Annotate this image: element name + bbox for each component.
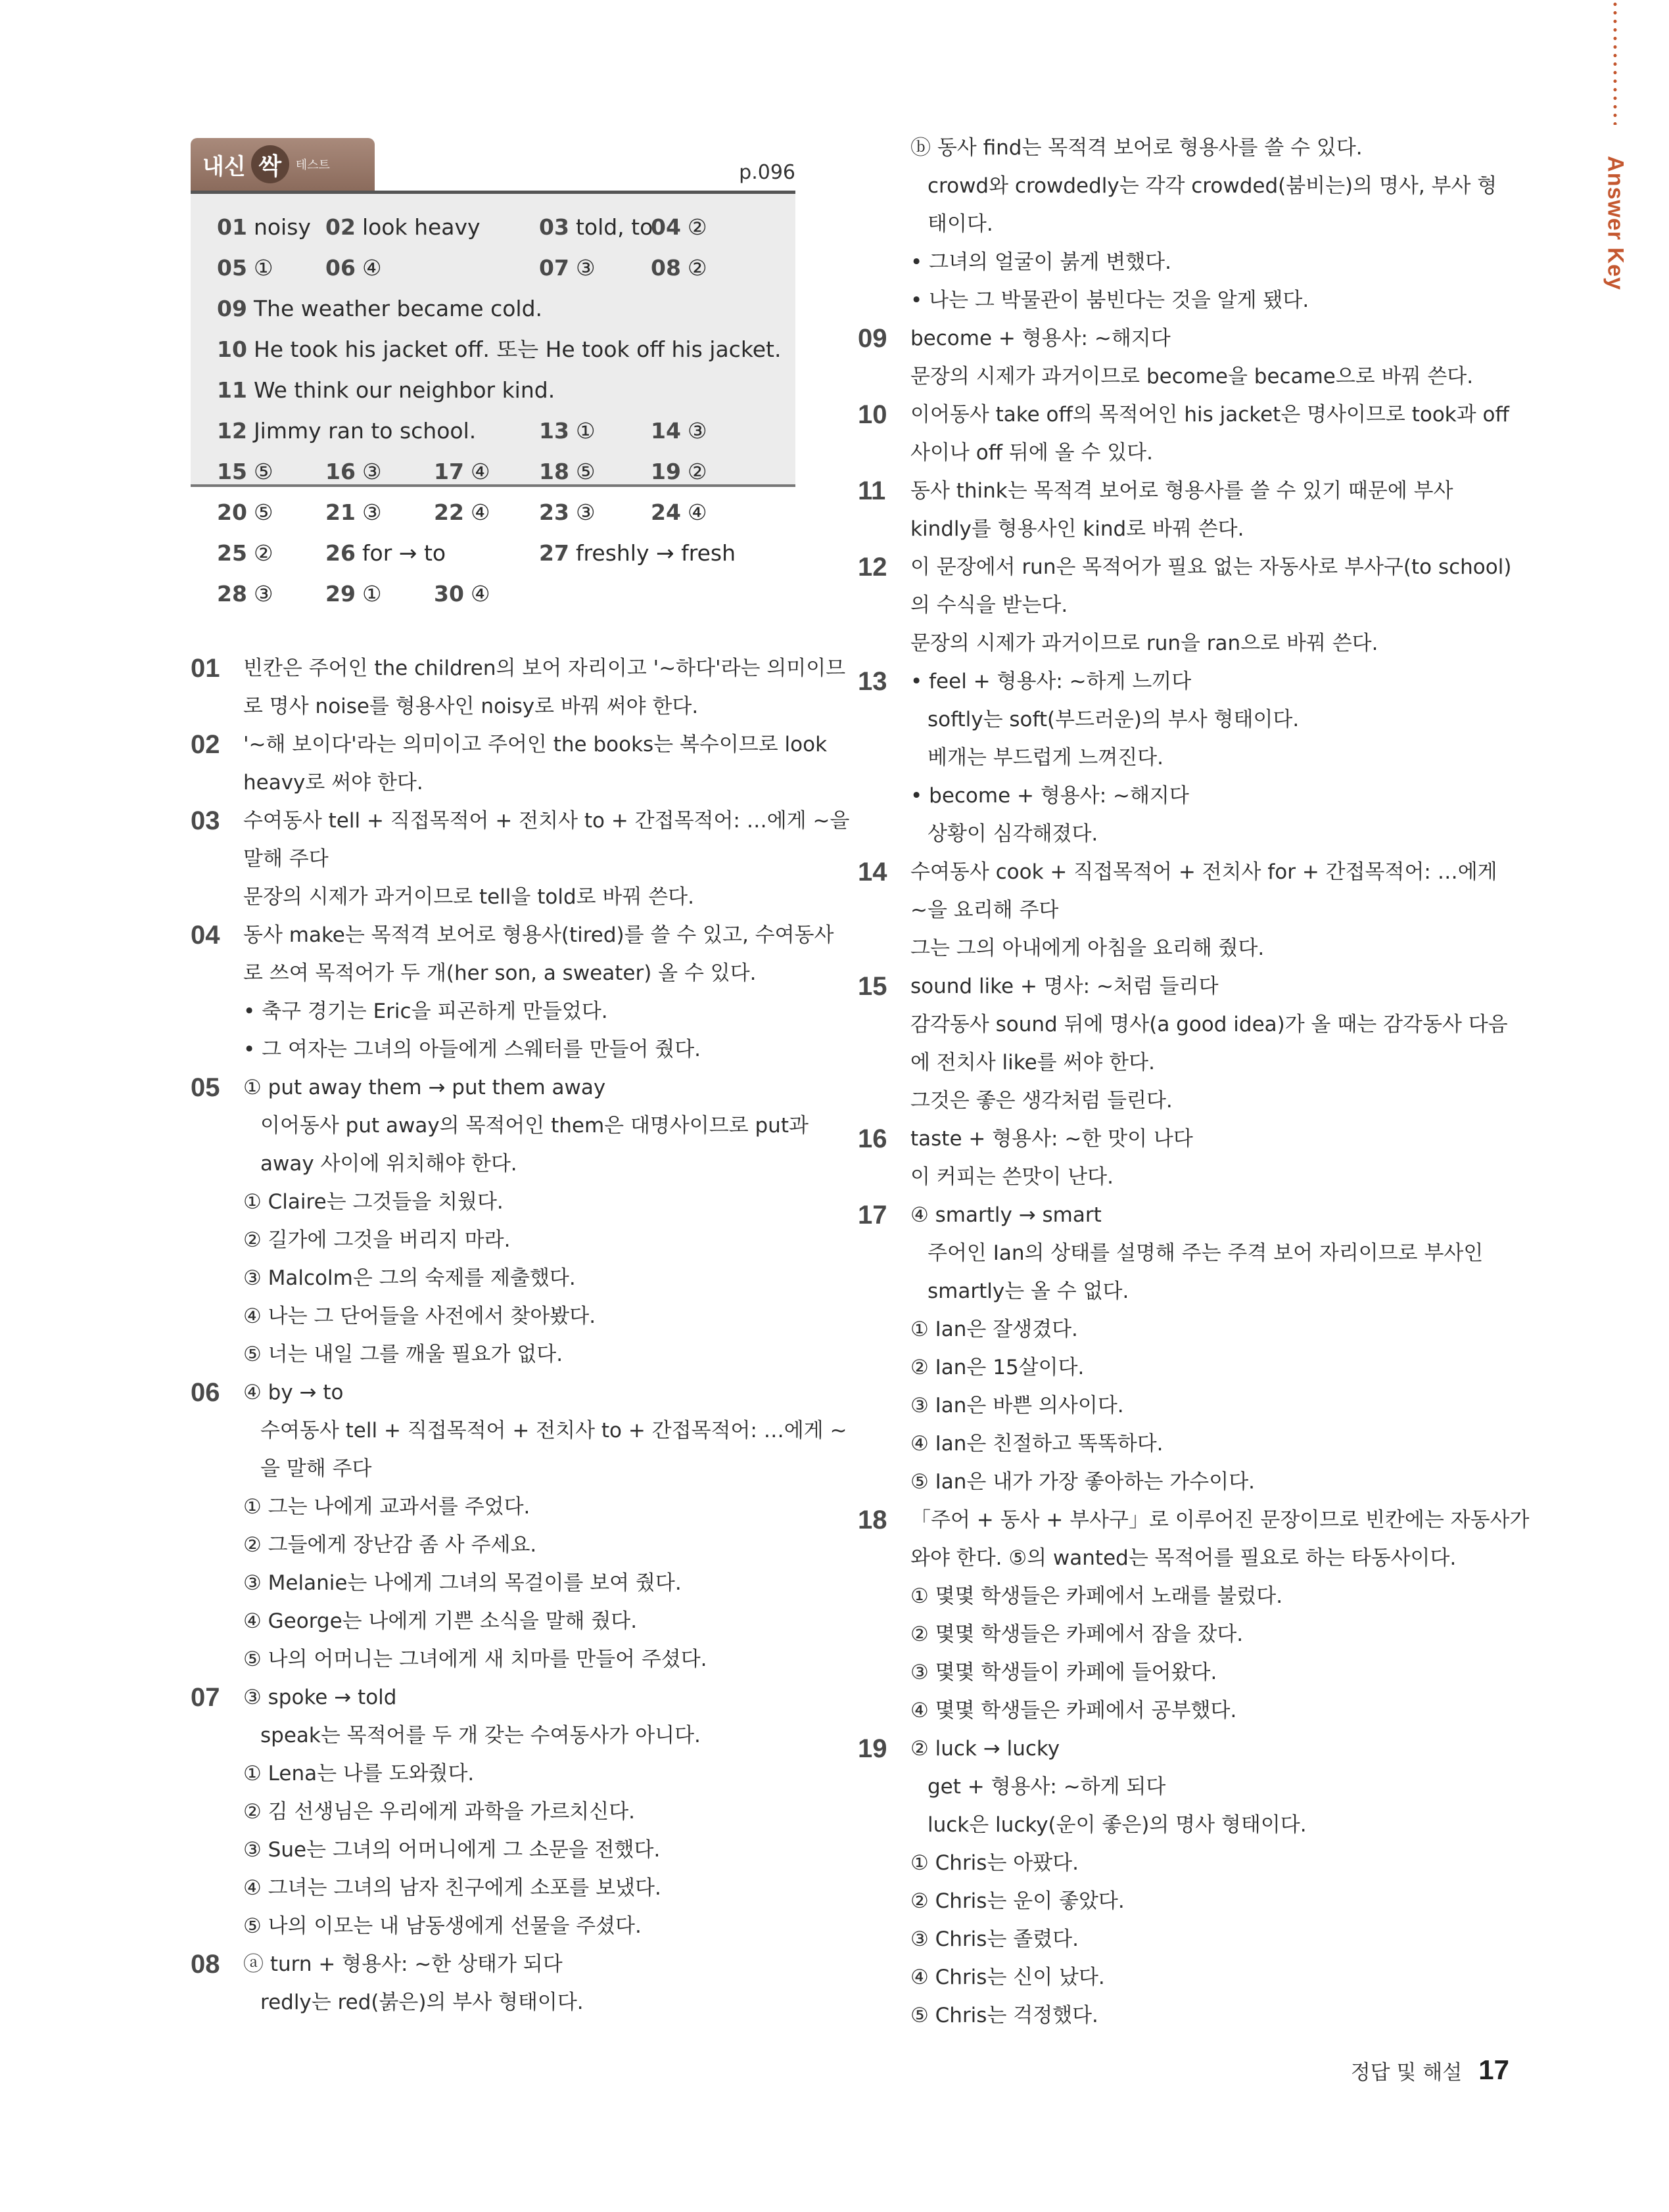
- answer-value: ②: [253, 540, 273, 566]
- explanation-line: ② 김 선생님은 우리에게 과학을 가르치신다.: [243, 1800, 635, 1824]
- explanation-line: • 그 여자는 그녀의 아들에게 스웨터를 만들어 줬다.: [243, 1038, 701, 1061]
- answer-value: look heavy: [362, 214, 481, 240]
- answer-item: [217, 207, 311, 248]
- explanation-line: kindly를 형용사인 kind로 바꿔 쓴다.: [910, 517, 1244, 541]
- answer-item: [539, 451, 596, 492]
- explanation-line: ⑤ 나의 이모는 내 남동생에게 선물을 주셨다.: [243, 1914, 642, 1938]
- explanation-line: 을 말해 주다: [260, 1457, 372, 1481]
- answer-number: 24: [651, 499, 681, 525]
- explanation-item: [858, 319, 1474, 396]
- explanation-line: ④ 몇몇 학생들은 카페에서 공부했다.: [910, 1699, 1237, 1722]
- explanation-body: [243, 802, 850, 916]
- explanation-body: [243, 1373, 847, 1678]
- answer-value: We think our neighbor kind.: [253, 377, 555, 403]
- page-footer: [1351, 2054, 1509, 2086]
- explanation-item: [191, 802, 850, 916]
- answer-row: [217, 533, 795, 574]
- explanation-number: 07: [191, 1683, 220, 1712]
- answer-value: ③: [362, 499, 382, 525]
- explanation-body: [910, 1730, 1469, 2035]
- answer-item: [325, 207, 481, 248]
- explanation-line: ③ Malcolm은 그의 숙제를 제출했다.: [243, 1266, 576, 1290]
- explanation-number: 09: [858, 324, 887, 353]
- badge-circle-text: 싹: [251, 145, 289, 183]
- answer-value: The weather became cold.: [253, 296, 543, 321]
- answer-row: [217, 288, 795, 329]
- answer-summary-box: [191, 138, 795, 607]
- explanation-item: [191, 649, 846, 726]
- answer-item: [539, 533, 736, 574]
- answer-number: 21: [325, 499, 356, 525]
- page-number: 17: [1478, 2054, 1509, 2085]
- explanation-line: heavy로 써야 한다.: [243, 771, 423, 795]
- explanation-number: 13: [858, 667, 887, 696]
- answer-row: [217, 248, 795, 288]
- answer-value: ①: [575, 418, 596, 444]
- explanation-line: ④ Ian은 친절하고 똑똑하다.: [910, 1432, 1164, 1456]
- explanation-body: [910, 967, 1508, 1120]
- explanation-line: redly는 red(붉은)의 부사 형태이다.: [260, 1991, 584, 2014]
- explanation-line: ② 길가에 그것을 버리지 마라.: [243, 1228, 511, 1252]
- explanation-line: ⓐ turn + 형용사: ~한 상태가 되다: [243, 1952, 563, 1976]
- explanation-line: ② Chris는 운이 좋았다.: [910, 1889, 1125, 1913]
- explanation-body: [243, 649, 846, 726]
- explanation-item: [858, 853, 1497, 967]
- answer-number: 11: [217, 377, 247, 403]
- answer-number: 05: [217, 255, 247, 281]
- explanation-line: 그것은 좋은 생각처럼 들린다.: [910, 1089, 1173, 1113]
- answer-item: [217, 492, 273, 533]
- explanation-line: 태이다.: [928, 212, 993, 236]
- explanation-line: ⓑ 동사 find는 목적격 보어로 형용사를 쓸 수 있다.: [910, 136, 1363, 160]
- explanation-line: 로 쓰여 목적어가 두 개(her son, a sweater) 올 수 있다.: [243, 961, 757, 985]
- answer-row: [217, 411, 795, 451]
- explanation-line: ③ 몇몇 학생들이 카페에 들어왔다.: [910, 1661, 1217, 1684]
- explanation-number: 19: [858, 1734, 887, 1763]
- explanation-line: speak는 목적어를 두 개 갖는 수여동사가 아니다.: [260, 1724, 701, 1747]
- explanation-line: 동사 think는 목적격 보어로 형용사를 쓸 수 있기 때문에 부사: [910, 479, 1453, 503]
- explanation-line: • become + 형용사: ~해지다: [910, 784, 1189, 808]
- answer-item: [217, 574, 273, 614]
- answer-item: [217, 329, 782, 370]
- explanation-line: smartly는 올 수 없다.: [928, 1279, 1129, 1303]
- answer-number: 20: [217, 499, 247, 525]
- answer-item: [651, 451, 707, 492]
- explanation-line: 이 문장에서 run은 목적어가 필요 없는 자동사로 부사구(to school): [910, 555, 1512, 579]
- explanation-number: 08: [191, 1950, 220, 1979]
- answer-item: [217, 411, 476, 451]
- explanation-line: ① put away them → put them away: [243, 1076, 606, 1099]
- explanation-body: [910, 1501, 1530, 1730]
- answer-value: ⑤: [575, 459, 596, 484]
- answer-value: ①: [362, 581, 382, 607]
- answer-number: 19: [651, 459, 681, 484]
- explanation-line: ⑤ Chris는 걱정했다.: [910, 2004, 1098, 2027]
- explanation-line: ④ smartly → smart: [910, 1203, 1102, 1227]
- answer-number: 13: [539, 418, 569, 444]
- answer-value: noisy: [253, 214, 311, 240]
- explanation-body: [910, 1120, 1469, 1196]
- explanation-line: ④ 나는 그 단어들을 사전에서 찾아봤다.: [243, 1304, 596, 1328]
- answer-number: 15: [217, 459, 247, 484]
- explanation-line: 와야 한다. ⑤의 wanted는 목적어를 필요로 하는 타동사이다.: [910, 1546, 1457, 1570]
- explanation-line: ⑤ 너는 내일 그를 깨울 필요가 없다.: [243, 1343, 563, 1366]
- answer-number: 02: [325, 214, 356, 240]
- answer-row: [217, 329, 795, 370]
- explanation-line: crowd와 crowdedly는 각각 crowded(붐비는)의 명사, 부사 형: [928, 174, 1497, 198]
- explanation-line: ③ Melanie는 나에게 그녀의 목걸이를 보여 줬다.: [243, 1571, 682, 1595]
- explanation-line: ① Lena는 나를 도와줬다.: [243, 1762, 475, 1786]
- answer-item: [325, 533, 446, 574]
- explanation-line: 이어동사 put away의 목적어인 them은 대명사이므로 put과: [260, 1114, 809, 1138]
- explanation-line: 그는 그의 아내에게 아침을 요리해 줬다.: [910, 936, 1265, 960]
- answer-item: [539, 248, 596, 288]
- explanation-item: [858, 967, 1508, 1120]
- explanation-line: 사이나 off 뒤에 올 수 있다.: [910, 441, 1153, 465]
- answer-item: [539, 492, 596, 533]
- answer-number: 22: [434, 499, 464, 525]
- explanation-line: 베개는 부드럽게 느껴진다.: [928, 746, 1164, 770]
- answer-value: ③: [575, 255, 596, 281]
- explanation-line: ② Ian은 15살이다.: [910, 1356, 1085, 1379]
- explanation-item: [858, 129, 1497, 319]
- explanation-item: [858, 1501, 1530, 1730]
- explanation-number: 02: [191, 730, 220, 759]
- explanation-item: [858, 548, 1512, 662]
- footer-label: 정답 및 해설: [1350, 2060, 1463, 2085]
- answer-item: [217, 370, 555, 411]
- answer-number: 10: [217, 336, 247, 362]
- answer-number: 03: [539, 214, 569, 240]
- answer-value: ④: [687, 499, 707, 525]
- explanation-number: 17: [858, 1201, 887, 1230]
- explanation-line: sound like + 명사: ~처럼 들리다: [910, 975, 1219, 998]
- explanation-item: [858, 472, 1469, 548]
- explanation-line: • 나는 그 박물관이 붐빈다는 것을 알게 됐다.: [910, 288, 1309, 312]
- answer-number: 17: [434, 459, 464, 484]
- explanation-item: [191, 916, 834, 1069]
- explanation-line: ② 몇몇 학생들은 카페에서 잠을 잤다.: [910, 1623, 1244, 1646]
- answer-value: He took his jacket off. 또는 He took off his jacket.: [253, 336, 782, 362]
- explanation-number: 10: [858, 400, 887, 429]
- explanation-line: 주어인 Ian의 상태를 설명해 주는 주격 보어 자리이므로 부사인: [928, 1241, 1484, 1265]
- answer-number: 26: [325, 540, 356, 566]
- explanation-line: ④ Chris는 신이 났다.: [910, 1966, 1105, 1989]
- explanation-line: away 사이에 위치해야 한다.: [260, 1152, 517, 1176]
- answer-item: [217, 248, 273, 288]
- answer-value: ④: [470, 459, 490, 484]
- explanation-line: ③ Ian은 바쁜 의사이다.: [910, 1394, 1124, 1417]
- answer-row: [217, 207, 795, 248]
- answer-row: [217, 574, 795, 614]
- answer-item: [325, 574, 382, 614]
- explanation-line: 수여동사 cook + 직접목적어 + 전치사 for + 간접목적어: …에게: [910, 860, 1497, 884]
- explanation-line: luck은 lucky(운이 좋은)의 명사 형태이다.: [928, 1813, 1307, 1837]
- answer-item: [651, 248, 707, 288]
- explanation-line: 상황이 심각해졌다.: [928, 822, 1098, 846]
- answer-item: [325, 248, 382, 288]
- answer-value: ③: [575, 499, 596, 525]
- explanation-body: [910, 319, 1474, 396]
- explanation-line: softly는 soft(부드러운)의 부사 형태이다.: [928, 708, 1300, 731]
- explanation-body: [910, 548, 1512, 662]
- answer-number: 25: [217, 540, 247, 566]
- explanation-number: 15: [858, 972, 887, 1001]
- explanation-line: 문장의 시제가 과거이므로 run을 ran으로 바꿔 쓴다.: [910, 632, 1378, 655]
- explanation-line: ④ George는 나에게 기쁜 소식을 말해 줬다.: [243, 1609, 638, 1633]
- explanation-number: 14: [858, 858, 887, 887]
- explanation-body: [910, 396, 1509, 472]
- answer-number: 04: [651, 214, 681, 240]
- explanation-body: [243, 1945, 795, 2021]
- explanation-number: 04: [191, 921, 220, 950]
- answer-number: 01: [217, 214, 247, 240]
- explanation-body: [910, 662, 1469, 853]
- answer-number: 29: [325, 581, 356, 607]
- answer-item: [539, 207, 653, 248]
- explanation-line: ① Ian은 잘생겼다.: [910, 1318, 1078, 1341]
- answer-value: ⑤: [253, 459, 273, 484]
- answer-number: 23: [539, 499, 569, 525]
- explanation-line: ~을 요리해 주다: [910, 898, 1059, 922]
- explanation-body: [243, 1678, 795, 1945]
- answer-value: told, to: [575, 214, 653, 240]
- explanation-line: ⑤ Ian은 내가 가장 좋아하는 가수이다.: [910, 1470, 1255, 1494]
- explanation-line: 이 커피는 쓴맛이 난다.: [910, 1165, 1114, 1189]
- explanation-number: 12: [858, 553, 887, 582]
- answer-number: 16: [325, 459, 356, 484]
- answer-row: [217, 451, 795, 492]
- explanation-line: ③ Chris는 졸렸다.: [910, 1927, 1079, 1951]
- explanation-item: [191, 726, 828, 802]
- answer-number: 27: [539, 540, 569, 566]
- explanation-line: 의 수식을 받는다.: [910, 593, 1068, 617]
- explanation-line: ① Claire는 그것들을 치웠다.: [243, 1190, 504, 1214]
- answer-value: ④: [470, 581, 490, 607]
- explanation-item: [191, 1069, 809, 1373]
- explanation-body: [910, 1196, 1484, 1501]
- explanation-number: 11: [858, 476, 886, 505]
- answer-item: [434, 451, 490, 492]
- answer-item: [651, 492, 707, 533]
- explanation-line: ③ spoke → told: [243, 1686, 397, 1709]
- explanation-line: ③ Sue는 그녀의 어머니에게 그 소문을 전했다.: [243, 1838, 661, 1862]
- answer-value: ④: [470, 499, 490, 525]
- explanation-line: 에 전치사 like를 써야 한다.: [910, 1051, 1155, 1074]
- answer-value: ③: [362, 459, 382, 484]
- explanation-line: 말해 주다: [243, 847, 329, 871]
- answer-item: [325, 492, 382, 533]
- answer-item: [539, 411, 596, 451]
- explanation-line: 로 명사 noise를 형용사인 noisy로 바꿔 써야 한다.: [243, 695, 699, 718]
- answer-number: 14: [651, 418, 681, 444]
- page-reference: p.096: [739, 161, 795, 184]
- explanation-line: 감각동사 sound 뒤에 명사(a good idea)가 올 때는 감각동사 다음: [910, 1013, 1508, 1036]
- answer-value: ⑤: [253, 499, 273, 525]
- answer-item: [217, 451, 273, 492]
- dotted-line-decoration: [1613, 0, 1617, 125]
- explanation-number: 01: [191, 654, 220, 683]
- explanation-line: ④ 그녀는 그녀의 남자 친구에게 소포를 보냈다.: [243, 1876, 661, 1900]
- explanation-body: [243, 1069, 809, 1373]
- explanation-line: ① Chris는 아팠다.: [910, 1851, 1079, 1875]
- answer-item: [217, 288, 542, 329]
- explanation-body: [243, 726, 828, 802]
- answer-row: [217, 370, 795, 411]
- answer-number: 18: [539, 459, 569, 484]
- answer-value: Jimmy ran to school.: [253, 418, 477, 444]
- explanation-item: [858, 1196, 1484, 1501]
- explanation-line: become + 형용사: ~해지다: [910, 327, 1171, 350]
- test-badge: [191, 138, 375, 191]
- explanation-body: [910, 853, 1497, 967]
- answer-value: ④: [362, 255, 382, 281]
- answer-item: [651, 411, 707, 451]
- explanation-number: 05: [191, 1073, 220, 1102]
- answer-value: ③: [687, 418, 707, 444]
- answer-number: 30: [434, 581, 464, 607]
- answer-value: ②: [687, 214, 707, 240]
- explanation-body: [910, 129, 1497, 319]
- explanation-line: 문장의 시제가 과거이므로 tell을 told로 바꿔 쓴다.: [243, 885, 694, 909]
- answer-number: 12: [217, 418, 247, 444]
- explanation-item: [191, 1945, 795, 2021]
- explanation-line: 이어동사 take off의 목적어인 his jacket은 명사이므로 took과 off: [910, 403, 1509, 426]
- explanation-item: [191, 1678, 795, 1945]
- explanation-line: 수여동사 tell + 직접목적어 + 전치사 to + 간접목적어: …에게 ~: [260, 1419, 847, 1442]
- explanation-line: ④ by → to: [243, 1381, 344, 1404]
- answer-item: [434, 574, 490, 614]
- side-tab-label: Answer Key: [1603, 156, 1628, 290]
- explanation-line: 동사 make는 목적격 보어로 형용사(tired)를 쓸 수 있고, 수여동사: [243, 923, 834, 947]
- explanation-line: • 그녀의 얼굴이 붉게 변했다.: [910, 250, 1171, 274]
- explanation-number: 06: [191, 1378, 220, 1407]
- explanation-item: [858, 1120, 1469, 1196]
- explanation-line: ⑤ 나의 어머니는 그녀에게 새 치마를 만들어 주셨다.: [243, 1647, 707, 1671]
- explanation-number: 16: [858, 1124, 887, 1153]
- answer-item: [217, 533, 273, 574]
- answer-value: ②: [687, 255, 707, 281]
- explanation-line: 빈칸은 주어인 the children의 보어 자리이고 '~하다'라는 의미이므: [243, 657, 846, 680]
- explanation-line: ② 그들에게 장난감 좀 사 주세요.: [243, 1533, 537, 1557]
- answer-item: [434, 492, 490, 533]
- answer-item: [651, 207, 707, 248]
- answer-number: 06: [325, 255, 356, 281]
- answer-row: [217, 492, 795, 533]
- explanation-line: ① 그는 나에게 교과서를 주었다.: [243, 1495, 530, 1519]
- answer-grid: [191, 194, 795, 607]
- explanation-line: • feel + 형용사: ~하게 느끼다: [910, 670, 1192, 693]
- answer-number: 28: [217, 581, 247, 607]
- answer-value: freshly → fresh: [575, 540, 736, 566]
- explanation-item: [191, 1373, 847, 1678]
- explanation-body: [243, 916, 834, 1069]
- badge-main-text: 내신: [202, 153, 246, 180]
- explanation-item: [858, 396, 1509, 472]
- explanation-body: [910, 472, 1469, 548]
- answer-value: ②: [687, 459, 707, 484]
- explanation-line: 「주어 + 동사 + 부사구」로 이루어진 문장이므로 빈칸에는 자동사가: [910, 1508, 1530, 1532]
- answer-value: ①: [253, 255, 273, 281]
- explanation-line: ① 몇몇 학생들은 카페에서 노래를 불렀다.: [910, 1584, 1283, 1608]
- answer-value: for → to: [362, 540, 446, 566]
- answer-box-header: [191, 138, 795, 194]
- explanation-number: 18: [858, 1506, 887, 1534]
- answer-value: ③: [253, 581, 273, 607]
- badge-sub-text: 테스트: [295, 158, 330, 172]
- explanation-line: • 축구 경기는 Eric을 피곤하게 만들었다.: [243, 1000, 608, 1023]
- explanation-item: [858, 1730, 1469, 2035]
- explanation-line: 수여동사 tell + 직접목적어 + 전치사 to + 간접목적어: …에게 ~을: [243, 809, 850, 833]
- answer-key-side-tab: [1595, 0, 1635, 289]
- explanation-number: 03: [191, 806, 220, 835]
- explanation-line: get + 형용사: ~하게 되다: [928, 1775, 1166, 1799]
- answer-number: 08: [651, 255, 681, 281]
- explanation-line: taste + 형용사: ~한 맛이 나다: [910, 1127, 1193, 1151]
- answer-number: 09: [217, 296, 247, 321]
- answer-item: [325, 451, 382, 492]
- explanation-line: 문장의 시제가 과거이므로 become을 became으로 바꿔 쓴다.: [910, 365, 1474, 388]
- explanation-line: '~해 보이다'라는 의미이고 주어인 the books는 복수이므로 look: [243, 733, 828, 756]
- explanation-item: [858, 662, 1469, 853]
- answer-number: 07: [539, 255, 569, 281]
- explanation-line: ② luck → lucky: [910, 1737, 1060, 1761]
